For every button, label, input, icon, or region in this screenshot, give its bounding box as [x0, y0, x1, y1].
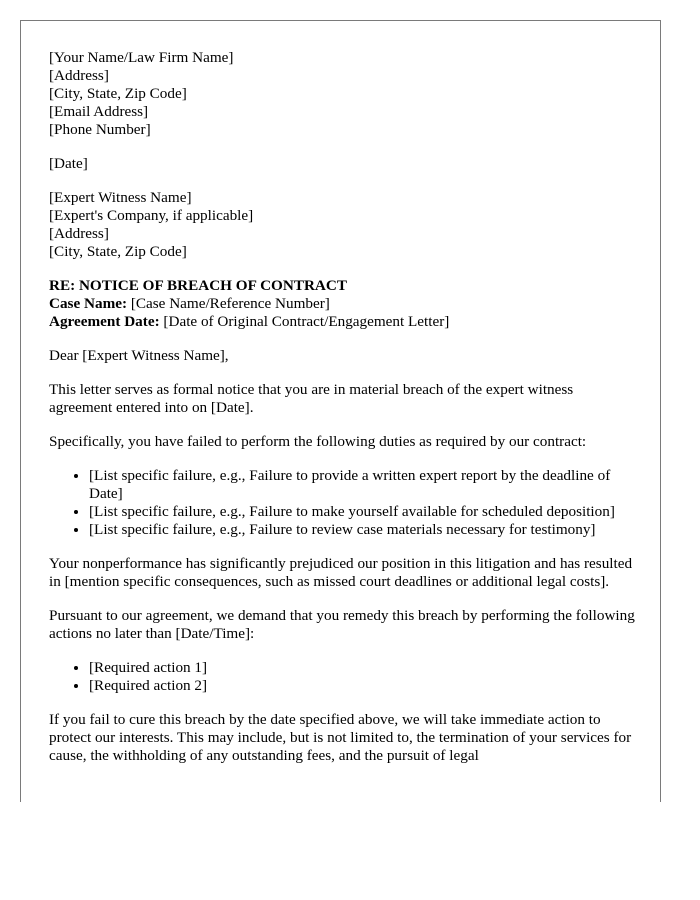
recipient-company: [Expert's Company, if applicable]: [49, 207, 254, 224]
case-label: Case Name:: [49, 295, 128, 312]
paragraph-intro: This letter serves as formal notice that you are in material breach of the expert witness agreement entered into on [Date].: [49, 381, 574, 416]
letter-content: [49, 49, 639, 781]
paragraph-nonperformance: Your nonperformance has significantly prejudiced our position in this litigation and has resulted in [mention specific consequences, such as missed court deadlines or additional legal costs].: [49, 555, 633, 590]
case-value: [Case Name/Reference Number]: [127, 295, 330, 312]
re-block: [49, 277, 639, 331]
sender-phone: [Phone Number]: [49, 121, 151, 138]
paragraph-cure: If you fail to cure this breach by the date specified above, we will take immediate action to protect our interests. This may include, but is not limited to, the termination of your services for cause, the withholding of any outstanding fees, and the pursuit of legal: [49, 711, 632, 764]
recipient-block: [49, 189, 639, 261]
list-item-action-2: • [Required action 2]: [89, 677, 639, 695]
failures-list: [49, 467, 639, 539]
recipient-address: [Address]: [49, 225, 109, 242]
agreement-value: [Date of Original Contract/Engagement Letter]: [159, 313, 450, 330]
actions-list: [49, 659, 639, 695]
agreement-label: Agreement Date:: [49, 313, 160, 330]
date-block: [49, 155, 639, 173]
list-item-action-1: • [Required action 1]: [89, 659, 639, 677]
agreement-line: [49, 313, 639, 331]
recipient-name: [Expert Witness Name]: [49, 189, 192, 206]
letter-date: [Date]: [49, 155, 88, 172]
list-item-failure-1: • [List specific failure, e.g., Failure to provide a written expert report by the deadline of Date]: [89, 467, 639, 503]
salutation: Dear [Expert Witness Name],: [49, 347, 229, 364]
sender-address: [Address]: [49, 67, 109, 84]
sender-block: [49, 49, 639, 139]
paragraph-pursuant: Pursuant to our agreement, we demand that you remedy this breach by performing the following actions no later than [Date/Time]:: [49, 607, 635, 642]
letter-page: [20, 20, 661, 802]
list-item-failure-3: • [List specific failure, e.g., Failure to review case materials necessary for testimony]: [89, 521, 639, 539]
case-line: [49, 295, 639, 313]
sender-city-state-zip: [City, State, Zip Code]: [49, 85, 187, 102]
sender-email: [Email Address]: [49, 103, 149, 120]
sender-name: [Your Name/Law Firm Name]: [49, 49, 234, 66]
recipient-city-state-zip: [City, State, Zip Code]: [49, 243, 187, 260]
list-item-failure-2: • [List specific failure, e.g., Failure to make yourself available for scheduled deposition]: [89, 503, 639, 521]
paragraph-specifically: Specifically, you have failed to perform the following duties as required by our contract:: [49, 433, 587, 450]
re-heading: RE: NOTICE OF BREACH OF CONTRACT: [49, 277, 348, 294]
